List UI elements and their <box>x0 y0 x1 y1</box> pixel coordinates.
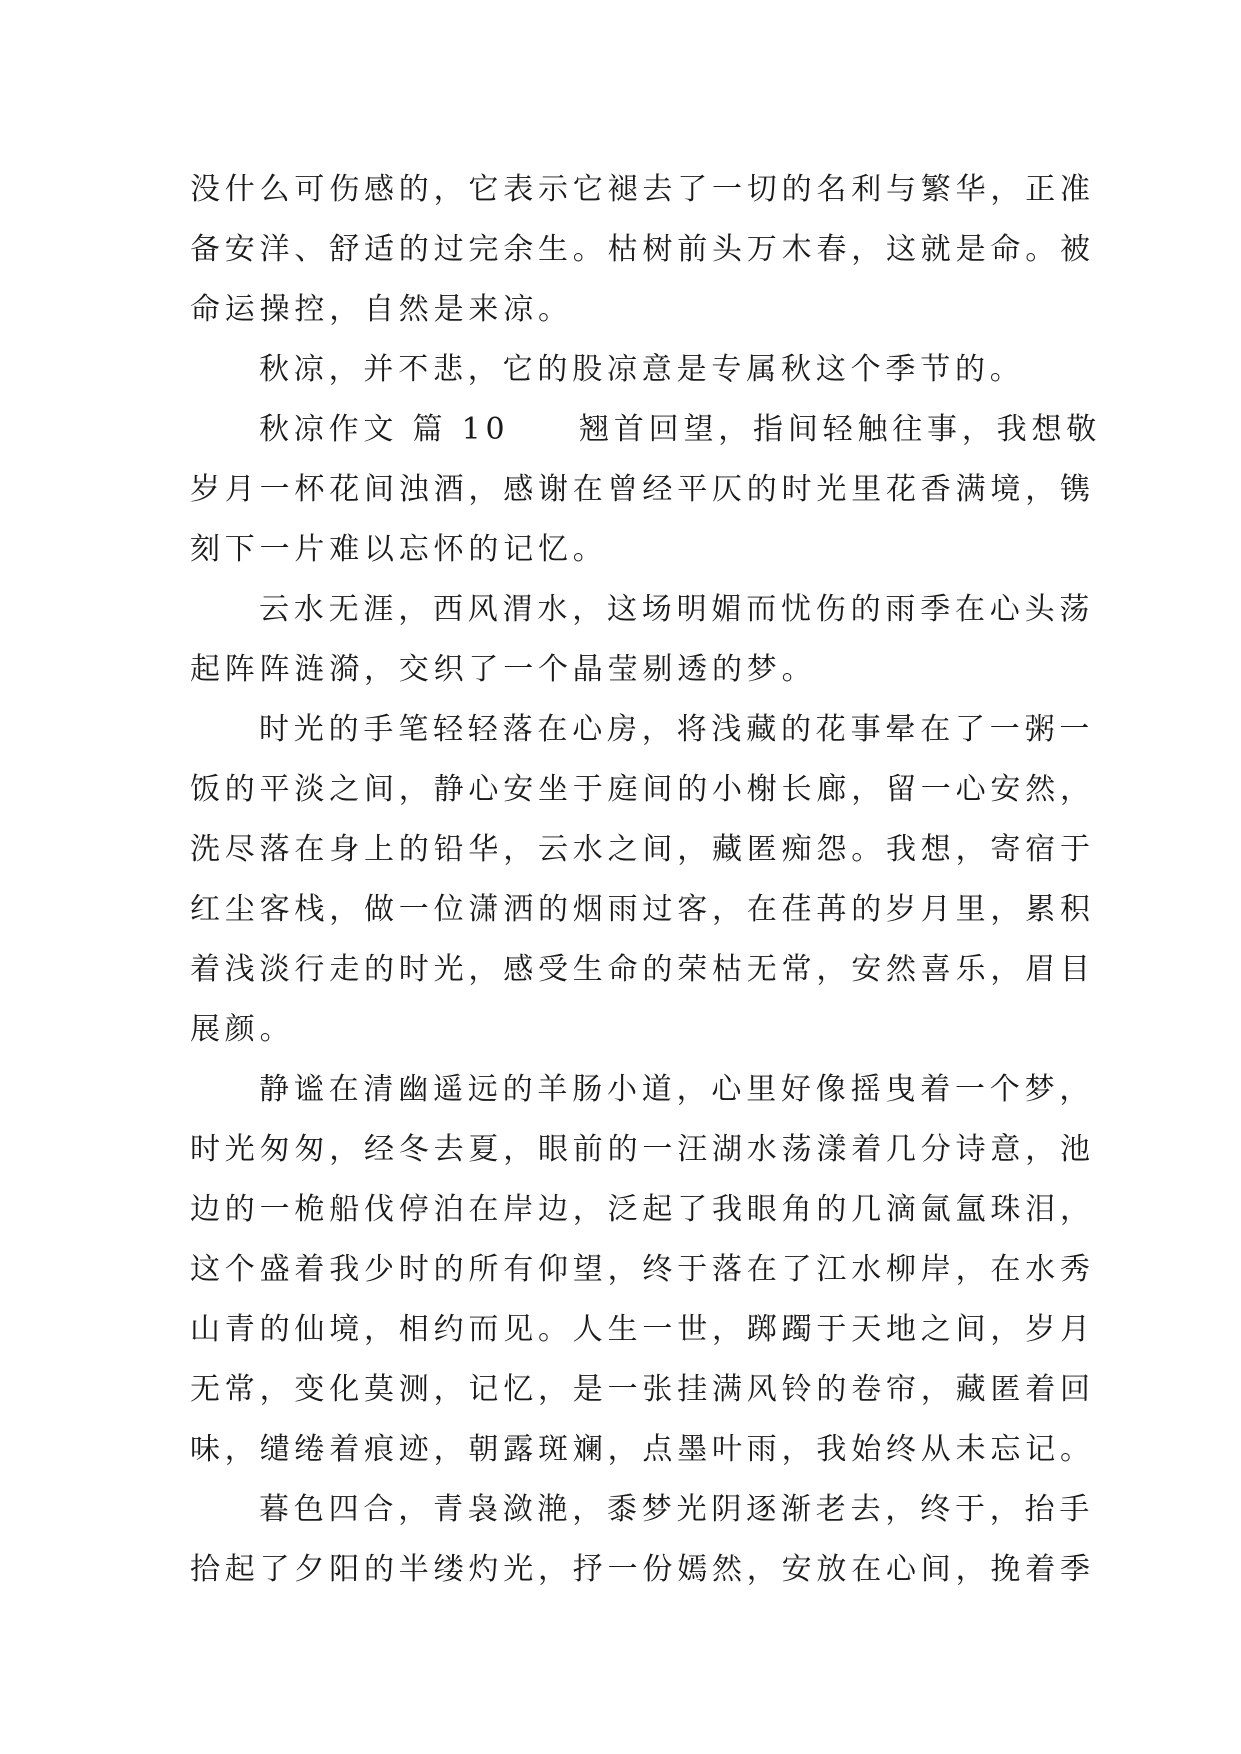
text-line: 没什么可伤感的，它表示它褪去了一切的名利与繁华，正准 <box>190 172 1095 207</box>
text-line: 饭的平淡之间，静心安坐于庭间的小榭长廊，留一心安然， <box>190 772 1095 807</box>
text-line: 山青的仙境，相约而见。人生一世，踯躅于天地之间，岁月 <box>190 1312 1095 1347</box>
text-line: 拾起了夕阳的半缕灼光，抒一份嫣然，安放在心间，挽着季 <box>190 1552 1095 1587</box>
document-page <box>190 160 1102 1600</box>
text-line: 时光匆匆，经冬去夏，眼前的一汪湖水荡漾着几分诗意，池 <box>190 1132 1095 1167</box>
text-line: 边的一桅船伐停泊在岸边，泛起了我眼角的几滴氤氲珠泪， <box>190 1192 1095 1227</box>
text-line: 备安洋、舒适的过完余生。枯树前头万木春，这就是命。被 <box>190 232 1095 267</box>
text-line: 着浅淡行走的时光，感受生命的荣枯无常，安然喜乐，眉目 <box>190 952 1095 987</box>
text-line: 起阵阵涟漪，交织了一个晶莹剔透的梦。 <box>190 652 817 687</box>
text-line: 展颜。 <box>190 1012 295 1047</box>
text-line: 无常，变化莫测，记忆，是一张挂满风铃的卷帘，藏匿着回 <box>190 1372 1095 1407</box>
paragraph-start-line: 时光的手笔轻轻落在心房，将浅藏的花事晕在了一粥一 <box>259 712 1095 747</box>
text-line: 这个盛着我少时的所有仰望，终于落在了江水柳岸，在水秀 <box>190 1252 1095 1287</box>
text-line: 味，缱绻着痕迹，朝露斑斓，点墨叶雨，我始终从未忘记。 <box>190 1432 1095 1467</box>
text-line: 岁月一杯花间浊酒，感谢在曾经平仄的时光里花香满境，镌 <box>190 472 1095 507</box>
text-line: 命运操控，自然是来凉。 <box>190 292 573 327</box>
text-line: 红尘客栈，做一位潇洒的烟雨过客，在荏苒的岁月里，累积 <box>190 892 1095 927</box>
text-line: 洗尽落在身上的铅华，云水之间，藏匿痴怨。我想，寄宿于 <box>190 832 1095 867</box>
text-line: 刻下一片难以忘怀的记忆。 <box>190 532 608 567</box>
section-heading-line: 秋凉作文 篇 10 翘首回望，指间轻触往事，我想敬 <box>259 412 1102 447</box>
paragraph-start-line: 暮色四合，青袅潋滟，黍梦光阴逐渐老去，终于，抬手 <box>259 1492 1095 1527</box>
paragraph-start-line: 云水无涯，西风渭水，这场明媚而忧伤的雨季在心头荡 <box>259 592 1095 627</box>
paragraph-start-line: 静谧在清幽遥远的羊肠小道，心里好像摇曳着一个梦， <box>259 1072 1095 1107</box>
paragraph-start-line: 秋凉，并不悲，它的股凉意是专属秋这个季节的。 <box>259 352 1025 387</box>
